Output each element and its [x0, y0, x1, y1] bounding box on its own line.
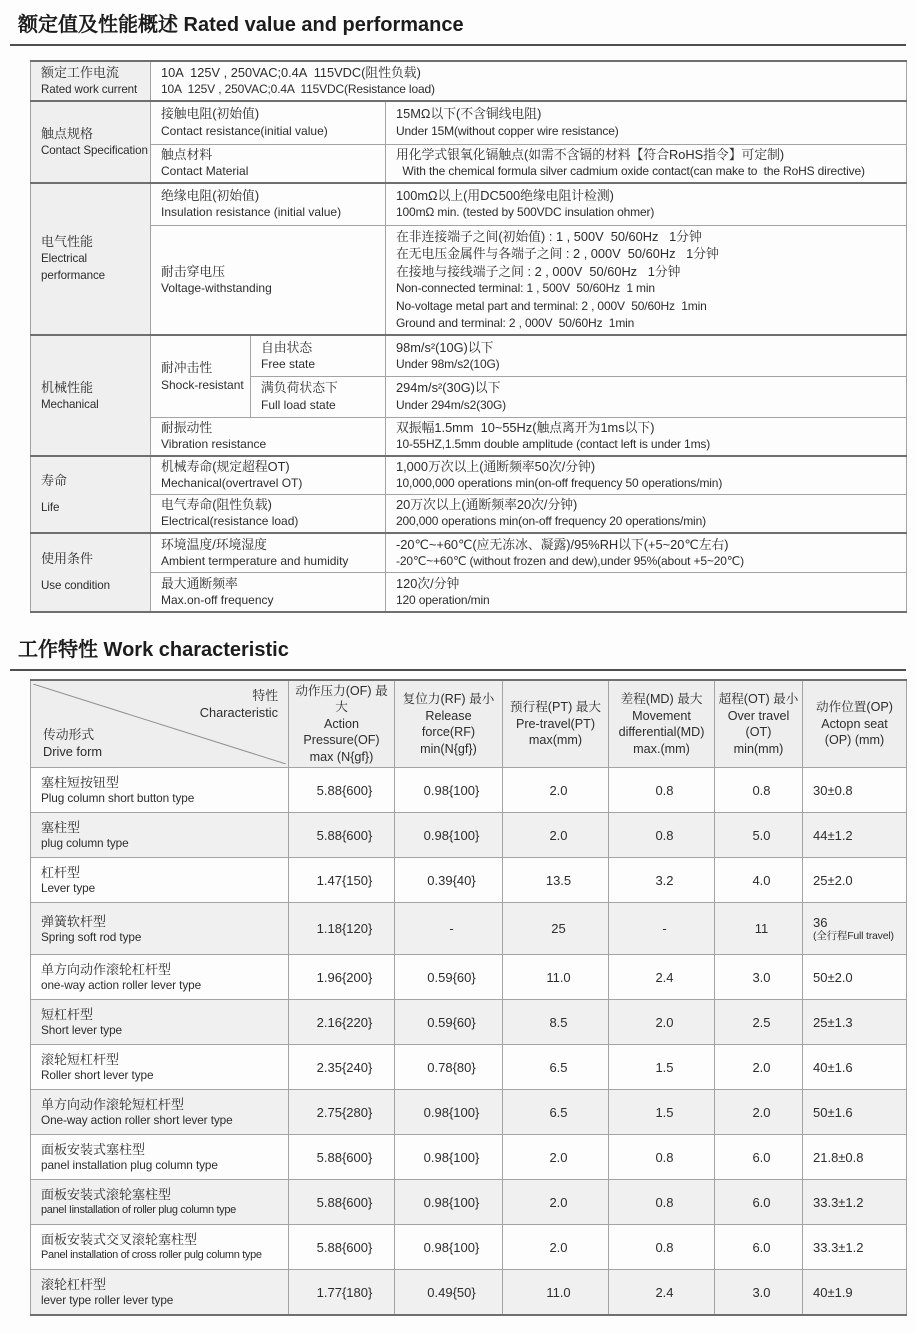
action-pressure-cell: 1.96{200} [289, 955, 395, 1000]
drive-form-zh: 塞柱型 [41, 820, 81, 836]
drive-form-en: Panel installation of cross roller pulg column type [41, 1249, 262, 1262]
row-insulation [31, 183, 907, 226]
value-insulation [386, 183, 907, 226]
drive-form-cell [31, 1045, 289, 1090]
col-header-action-position: 动作位置(OP) Actopn seat (OP) (mm) [803, 680, 907, 768]
value-max-frequency [386, 573, 907, 612]
category-zh: 触点规格 [41, 125, 94, 141]
drive-form-zh: 面板安装式滚轮塞柱型 [41, 1187, 172, 1203]
category-electrical [31, 183, 151, 336]
category-zh: 电气性能 [41, 234, 94, 250]
over-travel-cell: 4.0 [715, 858, 803, 903]
drive-form-cell [31, 768, 289, 813]
drive-form-cell [31, 1225, 289, 1270]
over-travel-cell: 5.0 [715, 813, 803, 858]
label-life-elec [151, 494, 386, 533]
label-withstand [151, 226, 386, 336]
category-en: Electrical [41, 252, 88, 266]
value-life-mech [386, 456, 907, 495]
label-zh: 接触电阻(初始值) [161, 106, 260, 122]
label-en: Mechanical(overtravel OT) [161, 476, 303, 491]
label-en: Insulation resistance (initial value) [161, 205, 342, 220]
action-pressure-cell: 1.77{180} [289, 1270, 395, 1315]
action-position-cell [803, 813, 907, 858]
movement-differential-cell: 0.8 [609, 813, 715, 858]
action-pressure-cell: 5.88{600} [289, 1225, 395, 1270]
col-header-movement-differential: 差程(MD) 最大 Movement differential(MD) max.(mm) [609, 680, 715, 768]
corner-cell [31, 680, 289, 768]
action-position-cell [803, 1090, 907, 1135]
corner-characteristic-en: Characteristic [199, 704, 278, 720]
movement-differential-cell: 1.5 [609, 1090, 715, 1135]
label-zh: 满负荷状态下 [261, 380, 338, 396]
action-position-cell [803, 1225, 907, 1270]
category-en: Life [41, 501, 60, 515]
release-force-cell: 0.98{100} [395, 768, 503, 813]
label-zh: 耐冲击性 [161, 360, 213, 376]
drive-form-en: one-way action roller lever type [41, 978, 202, 993]
over-travel-cell: 3.0 [715, 1270, 803, 1315]
work-header-row [31, 680, 907, 768]
label-en: Full load state [261, 397, 336, 412]
action-position-value: 36 [813, 915, 828, 931]
pre-travel-cell: 2.0 [503, 1135, 609, 1180]
row-ambient [31, 533, 907, 573]
label-zh: 自由状态 [261, 339, 313, 355]
corner-drive-form-zh: 传动形式 [43, 727, 95, 743]
table-row [31, 1090, 907, 1135]
action-position-cell [803, 858, 907, 903]
row-vibration [31, 417, 907, 456]
drive-form-cell [31, 1180, 289, 1225]
action-position-value: 33.3±1.2 [813, 1239, 864, 1255]
action-position-cell [803, 1180, 907, 1225]
action-position-value: 50±2.0 [813, 969, 853, 985]
action-pressure-cell: 5.88{600} [289, 768, 395, 813]
drive-form-zh: 短杠杆型 [41, 1007, 94, 1023]
action-pressure-cell: 1.18{120} [289, 903, 395, 955]
label-zh: 绝缘电阻(初始值) [161, 187, 260, 203]
pre-travel-cell: 6.5 [503, 1045, 609, 1090]
release-force-cell: 0.49{50} [395, 1270, 503, 1315]
table-row [31, 955, 907, 1000]
label-full-load [251, 376, 386, 417]
work-section-title: 工作特性 Work characteristic [18, 638, 289, 661]
action-position-value: 50±1.6 [813, 1104, 853, 1120]
release-force-cell: 0.98{100} [395, 1090, 503, 1135]
row-withstand [31, 226, 907, 336]
category-en: Contact Specification [41, 143, 148, 157]
value-zh: 双振幅1.5mm 10~55Hz(触点离开为1ms以下) [396, 419, 655, 435]
label-en: Shock-resistant [161, 377, 244, 392]
movement-differential-cell: 0.8 [609, 1135, 715, 1180]
label-zh: 环境温度/环境湿度 [161, 536, 267, 552]
table-row [31, 903, 907, 955]
value-zh: 用化学式银氧化镉触点(如需不含镉的材料【符合RoHS指令】可定制) [396, 146, 785, 162]
category-use-condition [31, 533, 151, 612]
corner-characteristic [200, 688, 278, 721]
action-pressure-cell: 5.88{600} [289, 813, 395, 858]
col-header-pre-travel: 预行程(PT) 最大 Pre-travel(PT) max(mm) [503, 680, 609, 768]
row-rated-current [31, 61, 907, 101]
value-en: -20℃~+60℃ (without frozen and dew),under 95%(about +5~20℃) [396, 554, 744, 569]
release-force-cell: - [395, 903, 503, 955]
drive-form-en: plug column type [41, 836, 129, 851]
value-full-load [386, 376, 907, 417]
label-en: Electrical(resistance load) [161, 514, 299, 529]
label-en: Contact resistance(initial value) [161, 123, 328, 138]
corner-drive-form-en: Drive form [43, 743, 103, 759]
label-zh: 最大通断频率 [161, 575, 238, 591]
table-row [31, 1180, 907, 1225]
rated-section-title: 额定值及性能概述 Rated value and performance [18, 14, 464, 36]
label-ambient [151, 533, 386, 573]
drive-form-cell [31, 903, 289, 955]
drive-form-cell [31, 1090, 289, 1135]
label-shock-resistant [151, 335, 251, 417]
drive-form-en: lever type roller lever type [41, 1293, 174, 1308]
drive-form-en: Plug column short button type [41, 791, 195, 806]
value-en: 10,000,000 operations min(on-off frequency 50 operations/min) [396, 476, 723, 491]
drive-form-en: panel installation plug column type [41, 1158, 218, 1173]
drive-form-cell [31, 858, 289, 903]
pre-travel-cell: 25 [503, 903, 609, 955]
pre-travel-cell: 2.0 [503, 1225, 609, 1270]
value-line: 在无电压金属件与各端子之间 : 2 , 000V 50/60Hz 1分钟 [396, 246, 719, 262]
label-zh: 耐振动性 [161, 419, 213, 435]
label-en: Ambient termperature and humidity [161, 554, 349, 569]
table-row [31, 768, 907, 813]
over-travel-cell: 6.0 [715, 1135, 803, 1180]
table-row [31, 1270, 907, 1315]
action-position-cell [803, 1135, 907, 1180]
release-force-cell: 0.78{80} [395, 1045, 503, 1090]
value-en: Under 294m/s2(30G) [396, 397, 507, 412]
action-position-value: 30±0.8 [813, 782, 853, 798]
label-contact-resistance [151, 101, 386, 144]
rated-title-block [10, 8, 906, 46]
label-vibration [151, 417, 386, 456]
over-travel-cell: 6.0 [715, 1180, 803, 1225]
label-zh: 机械寿命(规定超程OT) [161, 458, 290, 474]
value-vibration [386, 417, 907, 456]
movement-differential-cell: 0.8 [609, 1225, 715, 1270]
action-pressure-cell: 2.75{280} [289, 1090, 395, 1135]
over-travel-cell: 0.8 [715, 768, 803, 813]
label-en: Free state [261, 357, 316, 372]
drive-form-zh: 滚轮短杠杆型 [41, 1052, 120, 1068]
category-life [31, 456, 151, 533]
over-travel-cell: 3.0 [715, 955, 803, 1000]
drive-form-en: Roller short lever type [41, 1068, 154, 1083]
drive-form-cell [31, 1270, 289, 1315]
label-en: Contact Material [161, 164, 249, 178]
action-position-note: (全行程Full travel) [813, 930, 894, 943]
value-contact-material [386, 144, 907, 183]
release-force-cell: 0.39{40} [395, 858, 503, 903]
value-en: With the chemical formula silver cadmium oxide contact(can make to the RoHS directive) [396, 164, 865, 178]
category-mechanical [31, 335, 151, 456]
label-zh: 耐击穿电压 [161, 263, 225, 279]
value-en: 10-55HZ,1.5mm double amplitude (contact left is under 1ms) [396, 437, 711, 452]
drive-form-zh: 滚轮杠杆型 [41, 1277, 107, 1293]
release-force-cell: 0.98{100} [395, 1225, 503, 1270]
pre-travel-cell: 2.0 [503, 813, 609, 858]
action-position-value: 44±1.2 [813, 827, 853, 843]
pre-travel-cell: 6.5 [503, 1090, 609, 1135]
value-zh: 98m/s²(10G)以下 [396, 339, 494, 355]
drive-form-zh: 单方向动作滚轮短杠杆型 [41, 1097, 185, 1113]
row-life-mech [31, 456, 907, 495]
label-contact-material [151, 144, 386, 183]
action-position-cell [803, 768, 907, 813]
category-en: Rated work current [41, 83, 138, 96]
drive-form-zh: 单方向动作滚轮杠杆型 [41, 962, 172, 978]
release-force-cell: 0.98{100} [395, 813, 503, 858]
label-en: Voltage-withstanding [161, 281, 272, 296]
category-en: Mechanical [41, 397, 99, 411]
movement-differential-cell: 2.4 [609, 1270, 715, 1315]
action-pressure-cell: 1.47{150} [289, 858, 395, 903]
category-zh: 寿命 [41, 473, 68, 489]
action-position-cell [803, 903, 907, 955]
drive-form-zh: 杠杆型 [41, 865, 81, 881]
value-zh: 100mΩ以上(用DC500绝缘电阻计检测) [396, 187, 614, 203]
value-line: 在非连接端子之间(初始值) : 1 , 500V 50/60Hz 1分钟 [396, 229, 702, 244]
drive-form-zh: 面板安装式塞柱型 [41, 1142, 146, 1158]
action-pressure-cell: 5.88{600} [289, 1180, 395, 1225]
drive-form-cell [31, 1135, 289, 1180]
action-position-value: 40±1.6 [813, 1059, 853, 1075]
drive-form-en: Spring soft rod type [41, 929, 142, 944]
row-max-frequency [31, 573, 907, 612]
corner-wrap [33, 684, 286, 764]
row-shock-free [31, 335, 907, 376]
value-en: 200,000 operations min(on-off frequency 20 operations/min) [396, 514, 706, 529]
pre-travel-cell: 8.5 [503, 1000, 609, 1045]
drive-form-en: Lever type [41, 881, 96, 896]
drive-form-cell [31, 813, 289, 858]
label-life-mech [151, 456, 386, 495]
action-position-value: 25±1.3 [813, 1014, 853, 1030]
category-en: Use condition [41, 579, 110, 593]
value-rated-current [151, 61, 907, 101]
action-position-value: 25±2.0 [813, 872, 853, 888]
movement-differential-cell: 0.8 [609, 768, 715, 813]
corner-characteristic-zh: 特性 [252, 688, 278, 704]
col-header-over-travel: 超程(OT) 最小 Over travel (OT) min(mm) [715, 680, 803, 768]
value-line: No-voltage metal part and terminal: 2 , 000V 50/60Hz 1min [396, 298, 707, 313]
movement-differential-cell: 3.2 [609, 858, 715, 903]
drive-form-en: One-way action roller short lever type [41, 1113, 233, 1128]
release-force-cell: 0.59{60} [395, 1000, 503, 1045]
drive-form-cell [31, 955, 289, 1000]
category-zh: 额定工作电流 [41, 65, 120, 80]
drive-form-en: Short lever type [41, 1023, 123, 1038]
label-zh: 触点材料 [161, 146, 213, 162]
value-zh: 120次/分钟 [396, 575, 460, 591]
value-en: 100mΩ min. (tested by 500VDC insulation ohmer) [396, 205, 655, 220]
value-withstand [386, 226, 907, 336]
table-row [31, 1135, 907, 1180]
value-zh: 1,000万次以上(通断频率50次/分钟) [396, 458, 596, 474]
value-en: Under 98m/s2(10G) [396, 357, 500, 372]
row-life-elec [31, 494, 907, 533]
value-contact-resistance [386, 101, 907, 144]
movement-differential-cell: 2.4 [609, 955, 715, 1000]
category-zh: 机械性能 [41, 379, 94, 395]
corner-drive-form [43, 727, 102, 760]
value-ambient [386, 533, 907, 573]
release-force-cell: 0.98{100} [395, 1135, 503, 1180]
drive-form-zh: 弹簧软杆型 [41, 913, 107, 929]
value-line: 在接地与接线端子之间 : 2 , 000V 50/60Hz 1分钟 [396, 263, 681, 279]
pre-travel-cell: 2.0 [503, 1180, 609, 1225]
value-zh: 294m/s²(30G)以下 [396, 380, 501, 396]
value-en: Under 15M(without copper wire resistance) [396, 123, 619, 138]
movement-differential-cell: 0.8 [609, 1180, 715, 1225]
col-header-action-pressure: 动作压力(OF) 最大 Action Pressure(OF) max (N{gf}) [289, 680, 395, 768]
over-travel-cell: 2.5 [715, 1000, 803, 1045]
row-contact-material [31, 144, 907, 183]
table-row [31, 858, 907, 903]
label-insulation [151, 183, 386, 226]
over-travel-cell: 2.0 [715, 1045, 803, 1090]
table-row [31, 1045, 907, 1090]
pre-travel-cell: 2.0 [503, 768, 609, 813]
action-position-value: 21.8±0.8 [813, 1149, 864, 1165]
movement-differential-cell: 2.0 [609, 1000, 715, 1045]
value-line: Non-connected terminal: 1 , 500V 50/60Hz 1 min [396, 281, 655, 296]
category-contact-spec [31, 101, 151, 183]
work-title-block [10, 633, 906, 671]
drive-form-cell [31, 1000, 289, 1045]
action-position-cell [803, 955, 907, 1000]
value-zh: -20℃~+60℃(应无冻冰、凝露)/95%RH以下(+5~20℃左右) [396, 536, 729, 552]
category-en2: performance [41, 269, 105, 283]
action-pressure-cell: 5.88{600} [289, 1135, 395, 1180]
pre-travel-cell: 11.0 [503, 1270, 609, 1315]
value-life-elec [386, 494, 907, 533]
label-zh: 电气寿命(阻性负载) [161, 496, 272, 512]
value-zh: 15MΩ以下(不含铜线电阻) [396, 106, 542, 122]
action-pressure-cell: 2.35{240} [289, 1045, 395, 1090]
action-pressure-cell: 2.16{220} [289, 1000, 395, 1045]
col-header-release-force: 复位力(RF) 最小 Release force(RF) min(N{gf}) [395, 680, 503, 768]
table-row [31, 813, 907, 858]
movement-differential-cell: 1.5 [609, 1045, 715, 1090]
pre-travel-cell: 11.0 [503, 955, 609, 1000]
label-en: Max.on-off frequency [161, 593, 274, 608]
value-en: 120 operation/min [396, 593, 490, 608]
value-line: Ground and terminal: 2 , 000V 50/60Hz 1min [396, 316, 635, 331]
action-position-cell [803, 1045, 907, 1090]
label-max-frequency [151, 573, 386, 612]
action-position-cell [803, 1000, 907, 1045]
over-travel-cell: 6.0 [715, 1225, 803, 1270]
label-en: Vibration resistance [161, 437, 267, 452]
action-position-value: 40±1.9 [813, 1284, 853, 1300]
value-zh: 10A 125V , 250VAC;0.4A 115VDC(阻性负载) [161, 64, 421, 80]
action-position-value: 33.3±1.2 [813, 1194, 864, 1210]
label-free-state [251, 335, 386, 376]
drive-form-zh: 面板安装式交叉滚轮塞柱型 [41, 1232, 198, 1248]
value-en: 10A 125V , 250VAC;0.4A 115VDC(Resistance load) [161, 82, 435, 96]
value-zh: 20万次以上(通断频率20次/分钟) [396, 496, 578, 512]
over-travel-cell: 2.0 [715, 1090, 803, 1135]
over-travel-cell: 11 [715, 903, 803, 955]
rated-table [30, 60, 907, 613]
release-force-cell: 0.59{60} [395, 955, 503, 1000]
table-row [31, 1000, 907, 1045]
drive-form-zh: 塞柱短按钮型 [41, 775, 120, 791]
work-table [30, 679, 907, 1316]
movement-differential-cell: - [609, 903, 715, 955]
action-position-cell [803, 1270, 907, 1315]
row-contact-resistance [31, 101, 907, 144]
release-force-cell: 0.98{100} [395, 1180, 503, 1225]
pre-travel-cell: 13.5 [503, 858, 609, 903]
value-free-state [386, 335, 907, 376]
category-zh: 使用条件 [41, 551, 94, 567]
category-rated-current [31, 61, 151, 101]
drive-form-en: panel Iinstallation of roller plug column type [41, 1204, 236, 1217]
table-row [31, 1225, 907, 1270]
